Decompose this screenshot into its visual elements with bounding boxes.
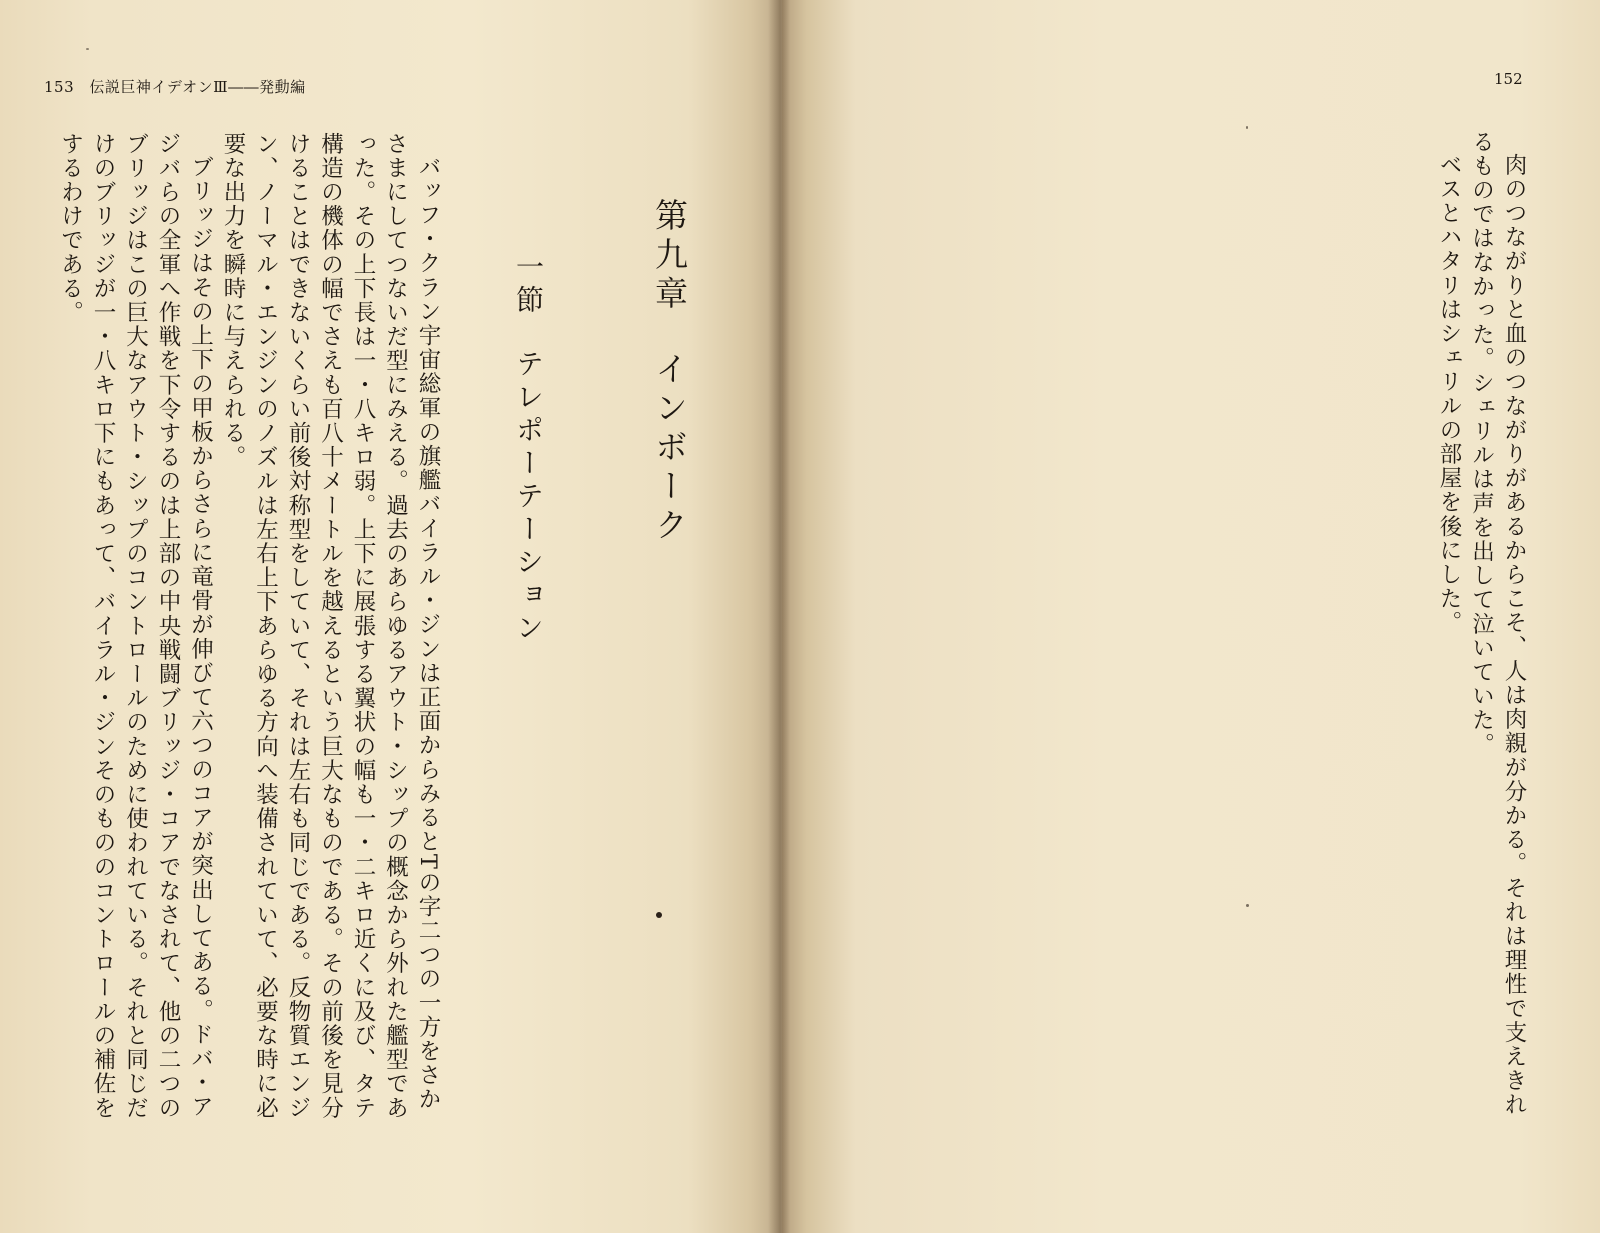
paragraph: 肉のつながりと血のつながりがあるからこそ、人は肉親が分かる。それは理性で支えきれるものではなかった。シェリルは声を出して泣いていた。 — [1468, 130, 1527, 1117]
page-number-left: 153 — [44, 78, 75, 96]
section-number: 一節 — [512, 252, 545, 318]
chapter-title: インボーク — [650, 351, 689, 547]
paragraph: ブリッジはその上下の甲板からさらに竜骨が伸びて六つのコアが突出してある。ドバ・アジバらの全軍へ作戦を下令するのは上部の中央戦闘ブリッジ・コアでなされて、他の二つのブリッジはこの巨大なアウト・シップのコントロールのために使われている。それと同じだけのブリッジが一・八キロ下にもあって、バイラル・ジンそのもののコントロールの補佐をするわけである。 — [57, 132, 214, 1121]
body-text-right — [1420, 130, 1530, 1130]
ink-speck — [86, 48, 89, 50]
body-text-left — [44, 132, 444, 1132]
ink-speck — [1246, 904, 1249, 907]
paragraph: バッフ・クラン宇宙総軍の旗艦バイラル・ジンは正面からみるとTの字二つの一方をさかさまにしてつないだ型にみえる。過去のあらゆるアウト・シップの概念から外れた艦型であった。その上下長は一・八キロ弱。上下に展張する翼状の幅も一・二キロ近くに及び、タテ構造の機体の幅でさえも百八十メートルを越えるという巨大なものである。その前後を見分けることはできないくらい前後対称型をしていて、それは左右も同じである。反物質エンジン、ノーマル・エンジンのノズルは左右上下あらゆる方向へ装備されていて、必要な時に必要な出力を瞬時に与えられる。 — [220, 132, 441, 1121]
section-title: テレポーテーション — [512, 348, 545, 646]
running-header — [44, 76, 306, 97]
book-gutter — [768, 0, 790, 1233]
section-heading — [508, 252, 548, 646]
ink-speck — [656, 912, 662, 918]
chapter-number: 第九章 — [650, 198, 689, 315]
paragraph: ベスとハタリはシェリルの部屋を後にした。 — [1436, 152, 1462, 635]
left-page — [0, 0, 782, 1233]
ink-speck — [1246, 126, 1248, 129]
running-head-title: 伝説巨神イデオンⅢ――発動編 — [89, 78, 306, 96]
page-number-right: 152 — [1494, 70, 1523, 88]
chapter-heading — [646, 198, 693, 546]
